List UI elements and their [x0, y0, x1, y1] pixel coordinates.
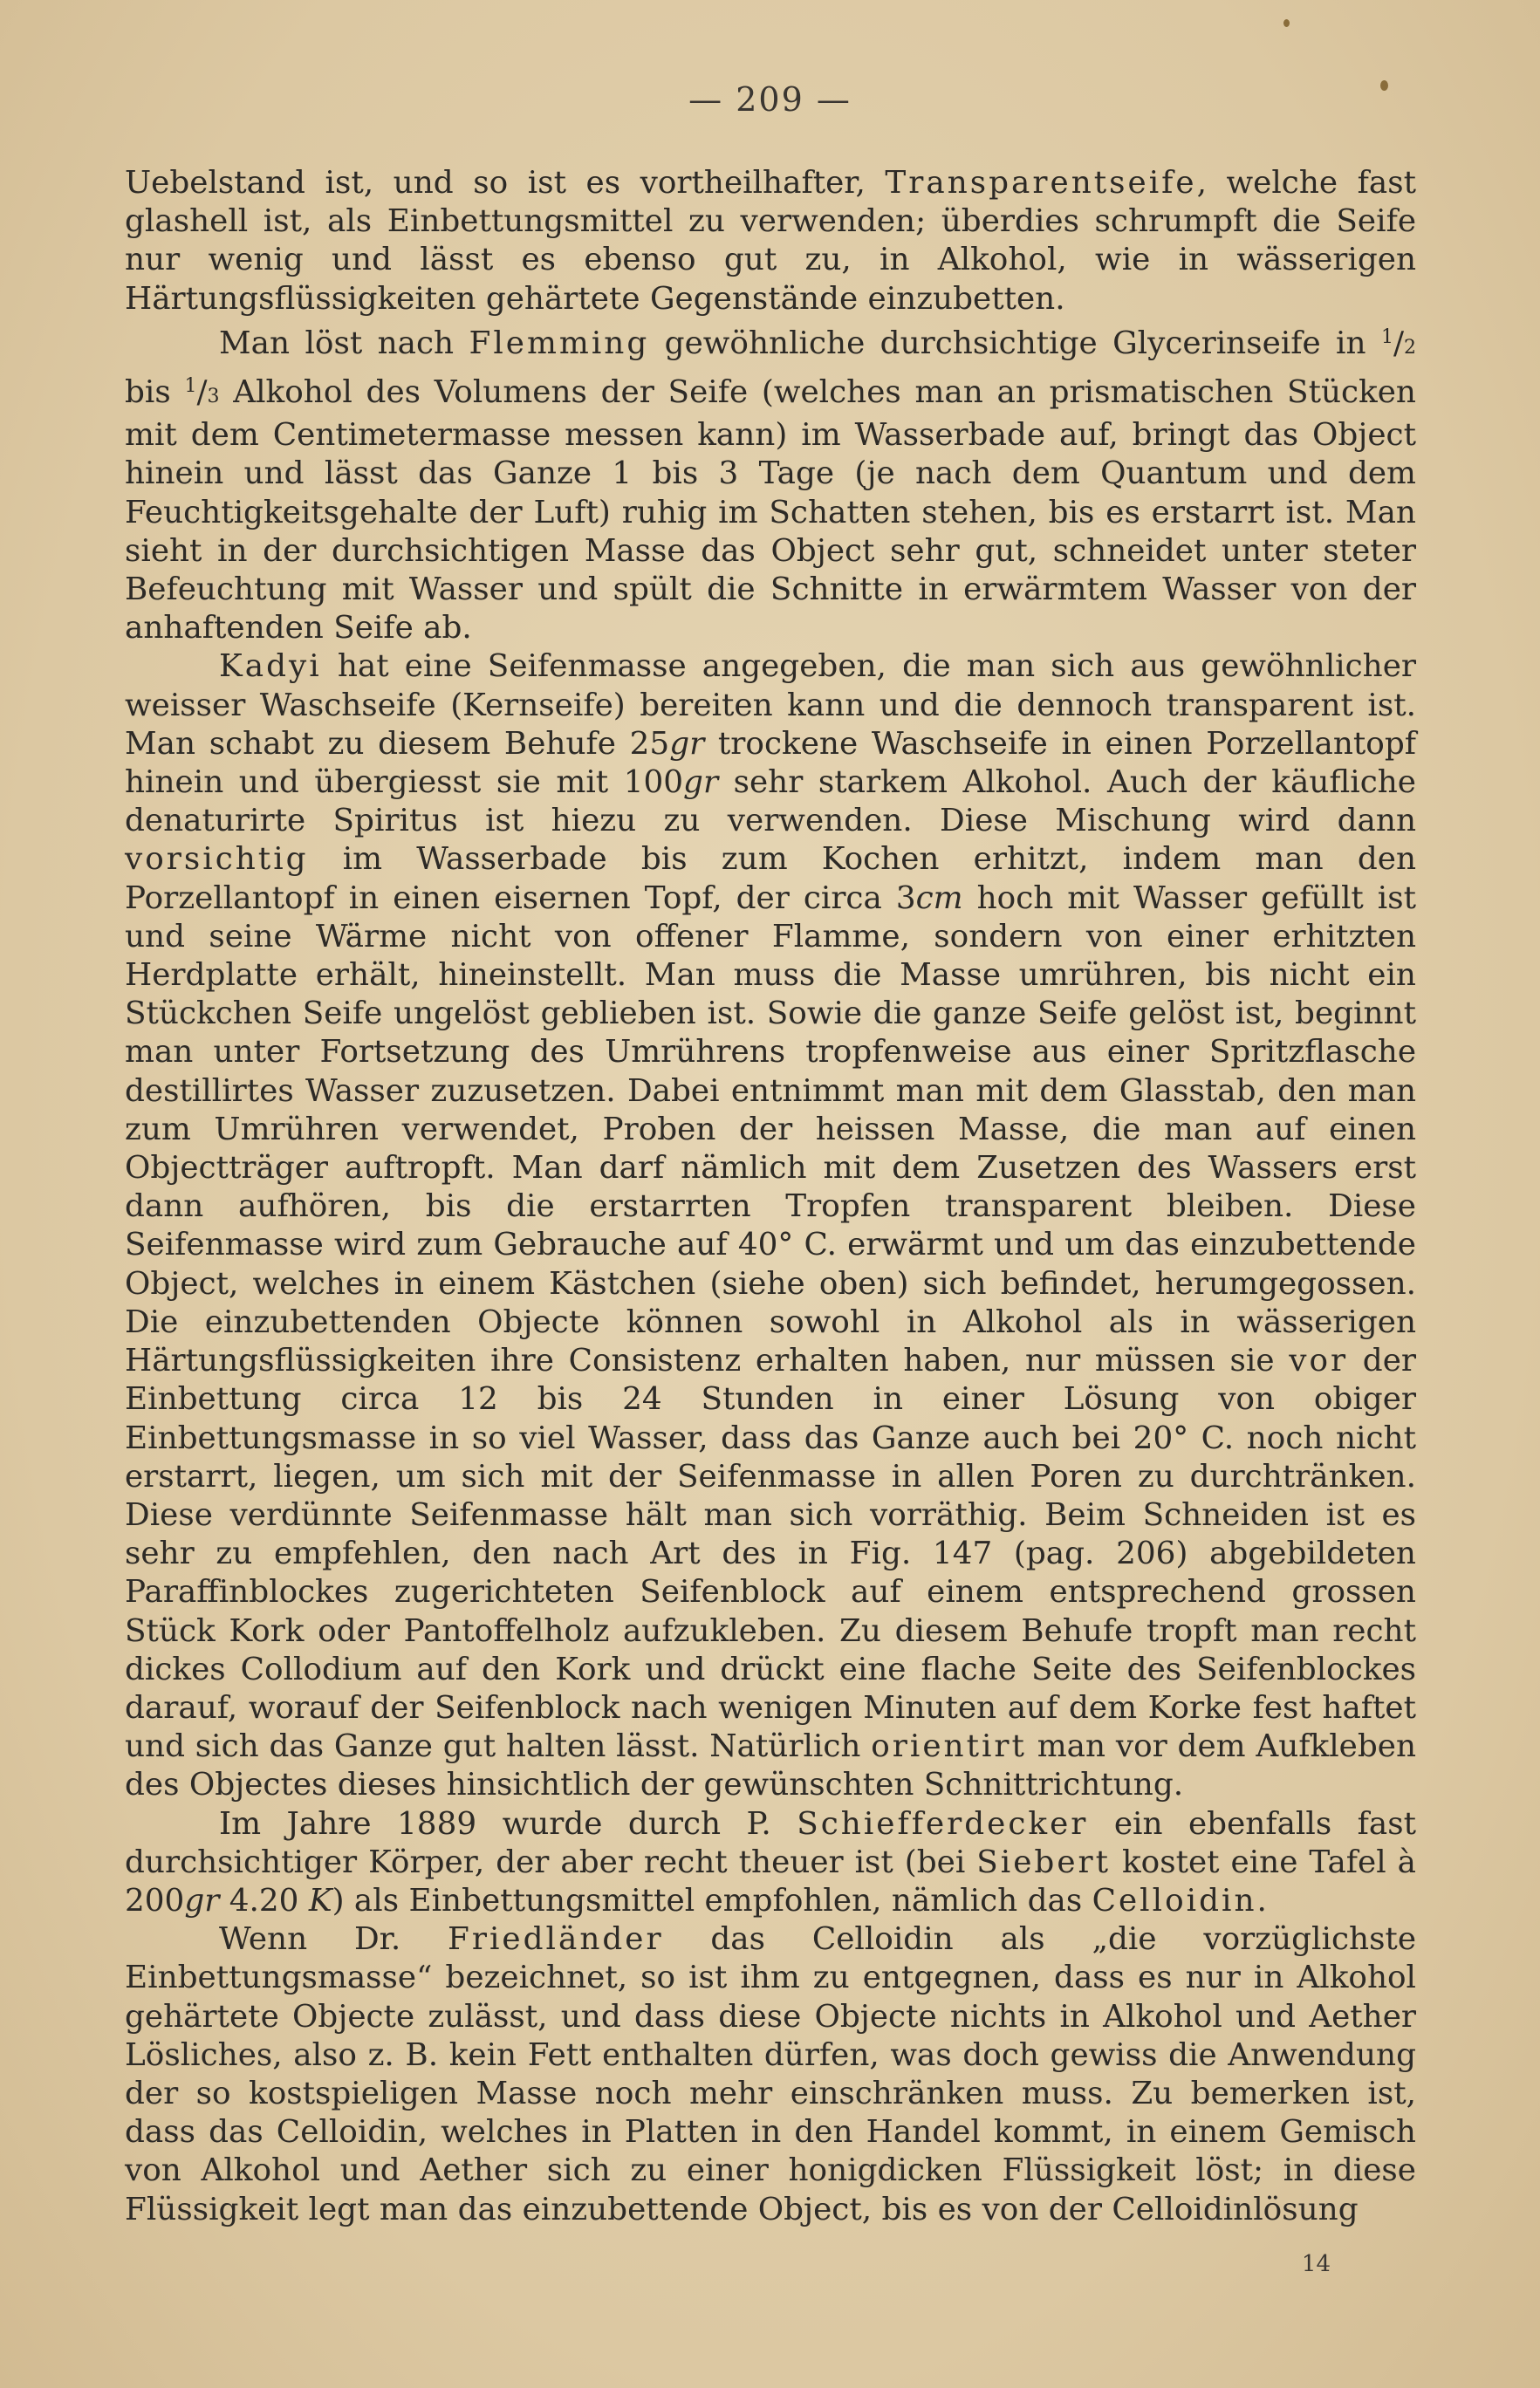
text-run: vor: [1289, 1343, 1349, 1379]
ink-speck: [1283, 19, 1290, 27]
text-run: gewöhnliche durchsichtige Glycerinseife in: [649, 325, 1381, 361]
text-run: gr: [683, 764, 719, 801]
paragraph: [125, 164, 1416, 318]
text-run: 1: [184, 375, 197, 398]
page-number: — 209 —: [688, 80, 852, 119]
text-run: sehr starkem Alkohol. Auch der käufliche denaturirte Spiritus ist hiezu zu verwenden. Diese Mischung wird dann: [125, 764, 1416, 839]
text-run: 4.20: [219, 1882, 309, 1919]
paragraph: [125, 1920, 1416, 2229]
signature-mark: 14: [1301, 2251, 1331, 2277]
text-run: 2: [1404, 336, 1416, 359]
text-run: Wenn Dr.: [219, 1921, 448, 1958]
text-run: hat eine Seifenmasse angegeben, die man sich aus gewöhnlicher weisser Waschseife (Kernseife) bereiten kann und die dennoch transparent ist. Man schabt zu diesem Behufe 25: [125, 648, 1416, 762]
paragraph: [125, 647, 1416, 1804]
text-run: cm: [915, 879, 963, 916]
text-run: orientirt: [871, 1728, 1027, 1765]
text-run: .: [1256, 1882, 1267, 1919]
text-run: , welche fast glashell ist, als Einbettungsmittel zu verwenden; überdies schrumpft die Seife nur wenig und lässt es ebenso gut zu, in Alkohol, wie in wässerigen Härtungsflüssigkeiten gehärtete Gegenstände einzubetten.: [125, 165, 1416, 317]
text-run: 3: [207, 386, 220, 408]
text-run: im Wasserbade bis zum Kochen erhitzt, indem man den Porzellantopf in einen eisernen Topf, der circa 3: [125, 841, 1416, 916]
body-text: [125, 164, 1416, 2229]
text-run: Man löst nach: [219, 325, 469, 361]
text-run: Kadyi: [219, 648, 322, 685]
text-run: ) als Einbettungsmittel empfohlen, nämlich das: [332, 1882, 1092, 1919]
text-run: trockene Waschseife in einen Porzellantopf hinein und übergiesst sie mit 100: [125, 725, 1416, 801]
text-run: Friedländer: [448, 1921, 664, 1958]
text-run: hoch mit Wasser gefüllt ist und seine Wärme nicht von offener Flamme, sondern von einer erhitzten Herdplatte erhält, hineinstellt. Man muss die Masse umrühren, bis nicht ein Stückchen Seife ungelöst geblieben ist. Sowie die ganze Seife gelöst ist, beginnt man unter Fortsetzung des Umrührens tropfenweise aus einer Spritzflasche destillirtes Wasser zuzusetzen. Dabei entnimmt man mit dem Glasstab, den man zum Umrühren verwendet, Proben der heissen Masse, die man auf einen Objectträger auftropft. Man darf nämlich mit dem Zusetzen des Wassers erst dann aufhören, bis die erstarrten Tropfen transparent bleiben. Diese Seifenmasse wird zum Gebrauche auf 40° C. erwärmt und um das einzubettende Object, welches in einem Kästchen (siehe oben) sich befindet, herumgegossen. Die einzubettenden Objecte können sowohl in Alkohol als in wässerigen Härtungsflüssigkeiten ihre Consistenz erhalten haben, nur müssen sie: [125, 879, 1416, 1379]
text-run: vorsichtig: [125, 841, 309, 878]
paragraph: [125, 1805, 1416, 1921]
text-run: das Celloidin als „die vorzüglichste Einbettungsmasse“ bezeichnet, so ist ihm zu entgegnen, dass es nur in Alkohol gehärtete Objecte zulässt, und dass diese Objecte nichts in Alkohol und Aether Lösliches, also z. B. kein Fett enthalten dürfen, was doch gewiss die Anwendung der so kostspieligen Masse noch mehr einschränken muss. Zu bemerken ist, dass das Celloidin, welches in Platten in den Handel kommt, in einem Gemisch von Alkohol und Aether sich zu einer honigdicken Flüssigkeit löst; in diese Flüssigkeit legt man das einzubettende Object, bis es von der Celloidinlösung: [125, 1921, 1417, 2227]
text-run: ein ebenfalls fast durchsichtiger Körper, der aber recht theuer ist (bei: [125, 1805, 1416, 1880]
text-run: man vor dem Aufkleben des Objectes dieses hinsichtlich der gewünschten Schnittrichtung.: [125, 1728, 1416, 1803]
text-run: der Einbettung circa 12 bis 24 Stunden in einer Lösung von obiger Einbettungsmasse in so viel Wasser, dass das Ganze auch bei 20° C. noch nicht erstarrt, liegen, um sich mit der Seifenmasse in allen Poren zu durchtränken. Diese verdünnte Seifenmasse hält man sich vorräthig. Beim Schneiden ist es sehr zu empfehlen, den nach Art des in Fig. 147 (pag. 206) abgebildeten Paraffinblockes zugerichteten Seifenblock auf einem entsprechend grossen Stück Kork oder Pantoffelholz aufzukleben. Zu diesem Behufe tropft man recht dickes Collodium auf den Kork und drückt eine flache Seite des Seifenblockes darauf, worauf der Seifenblock nach wenigen Minuten auf dem Korke fest haftet und sich das Ganze gut halten lässt. Natürlich: [125, 1343, 1416, 1765]
text-run: Alkohol des Volumens der Seife (welches man an prismatischen Stücken mit dem Centimetermasse messen kann) im Wasserbade auf, bringt das Object hinein und lässt das Ganze 1 bis 3 Tage (je nach dem Quantum und dem Feuchtigkeitsgehalte der Luft) ruhig im Schatten stehen, bis es erstarrt ist. Man sieht in der durchsichtigen Masse das Object sehr gut, schneidet unter steter Befeuchtung mit Wasser und spült die Schnitte in erwärmtem Wasser von der anhaftenden Seife ab.: [125, 374, 1416, 647]
text-run: bis: [125, 374, 185, 411]
text-run: kostet eine Tafel à 200: [125, 1844, 1416, 1919]
text-run: 1: [1380, 325, 1393, 348]
paragraph: [125, 318, 1416, 648]
text-run: /: [196, 374, 208, 411]
text-run: Uebelstand ist, und so ist es vortheilhafter,: [125, 165, 886, 201]
text-run: Siebert: [976, 1844, 1112, 1880]
text-run: Schiefferdecker: [797, 1805, 1089, 1842]
text-run: Flemming: [469, 325, 650, 361]
text-run: Transparentseife: [885, 165, 1197, 201]
text-run: gr: [669, 725, 705, 762]
text-run: K: [308, 1882, 332, 1919]
text-run: Celloidin: [1092, 1882, 1257, 1919]
text-run: /: [1393, 325, 1404, 361]
text-run: Im Jahre 1889 wurde durch P.: [219, 1805, 797, 1842]
text-run: gr: [184, 1882, 220, 1919]
